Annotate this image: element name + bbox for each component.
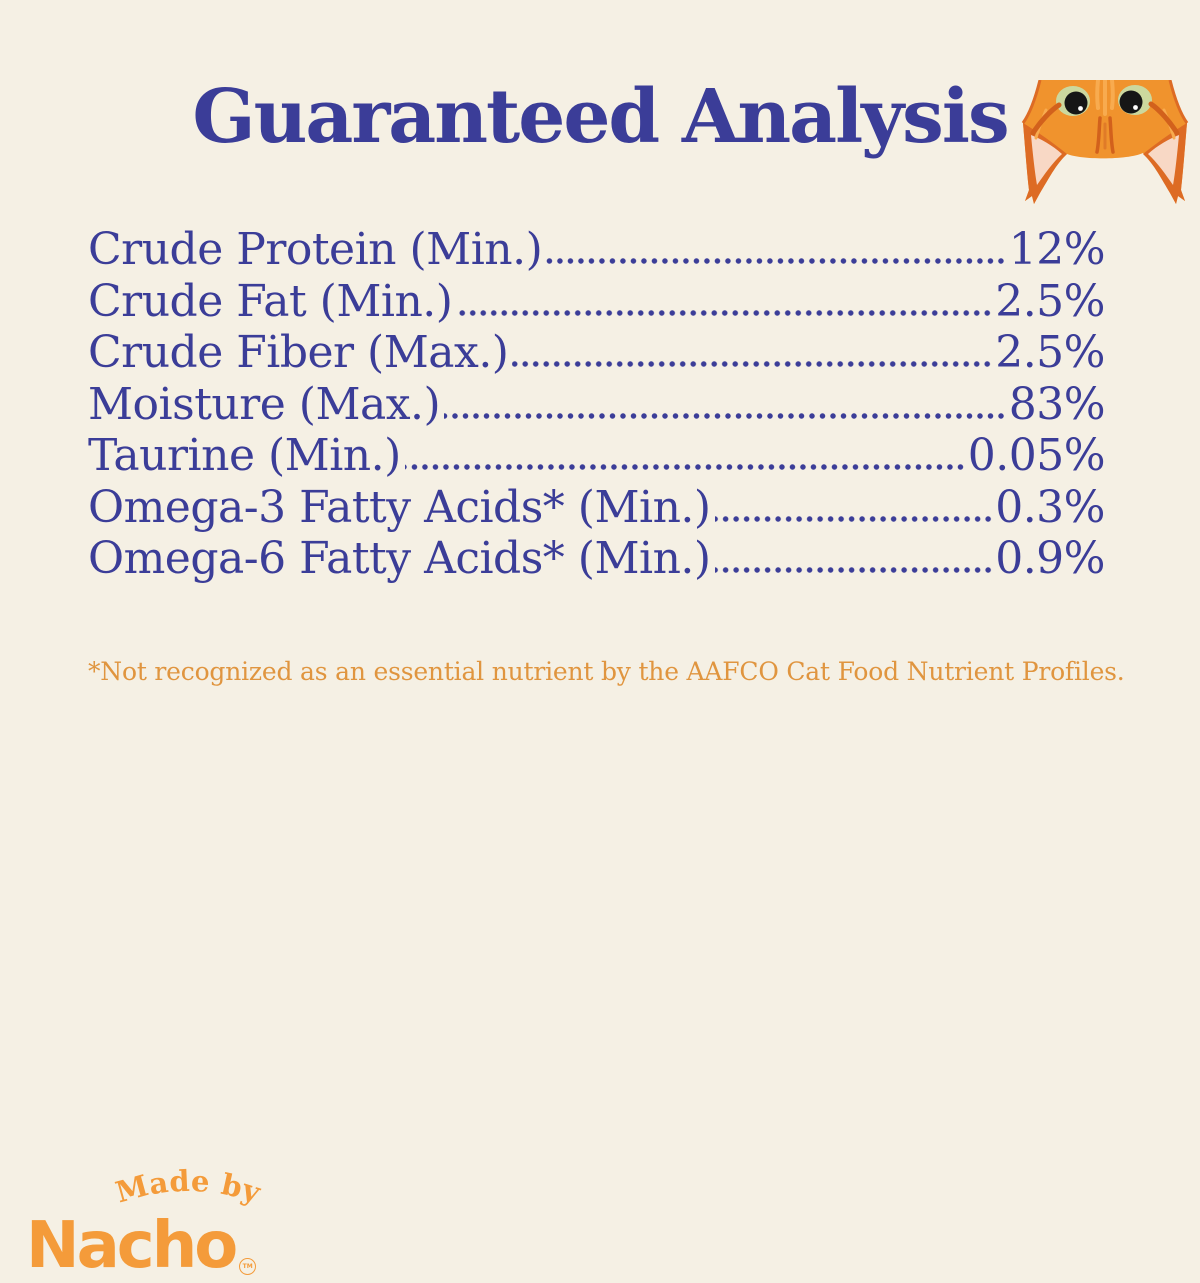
logo-tagline: Made by: [111, 1168, 265, 1210]
nutrient-label: Taurine (Min.): [88, 430, 401, 481]
svg-text:Made by: [112, 1168, 266, 1210]
nutrient-label: Crude Fiber (Max.): [88, 327, 509, 378]
cat-fur-streak: [1097, 80, 1098, 108]
brand-name: Nacho: [26, 1209, 236, 1283]
cat-face-icon: [1010, 80, 1200, 210]
page-title: Guaranteed Analysis: [192, 74, 1008, 160]
table-row: [88, 482, 1105, 534]
nutrient-value: 2.5%: [995, 275, 1105, 327]
table-row: [88, 327, 1105, 379]
cat-left-pupil: [1065, 92, 1088, 115]
table-row: [88, 430, 1105, 482]
table-row: [88, 379, 1105, 431]
cat-left-eye-glint: [1078, 106, 1083, 111]
nutrient-value: 2.5%: [995, 327, 1105, 378]
nutrient-value: 0.9%: [995, 533, 1105, 584]
dotted-leader: [715, 516, 994, 522]
dotted-leader: [405, 464, 966, 470]
dotted-leader: [444, 413, 1007, 419]
nutrient-label: Crude Fat (Min.): [88, 275, 453, 327]
nutrient-label: Omega-6 Fatty Acids* (Min.): [88, 533, 711, 584]
dotted-leader: [546, 258, 1006, 264]
table-row: [88, 276, 1105, 328]
table-row: [88, 224, 1105, 276]
table-row: [88, 533, 1105, 585]
cat-fur-streak: [1112, 80, 1113, 108]
made-by-nacho-logo: [26, 1168, 346, 1283]
nutrient-label: Crude Protein (Min.): [88, 224, 543, 275]
nutrient-value: 83%: [1008, 378, 1105, 430]
cat-right-eye-glint: [1133, 105, 1138, 110]
nutrient-value: 12%: [1008, 224, 1105, 275]
nutrient-value: 0.3%: [995, 481, 1105, 533]
dotted-leader: [456, 310, 993, 316]
aafco-footnote: *Not recognized as an essential nutrient by the AAFCO Cat Food Nutrient Profiles.: [88, 656, 1125, 686]
cat-right-pupil: [1120, 91, 1143, 114]
nutrient-label: Omega-3 Fatty Acids* (Min.): [88, 481, 711, 533]
nutrient-value: 0.05%: [967, 430, 1105, 481]
dotted-leader: [512, 361, 993, 367]
made-by-arc-text: [88, 1168, 288, 1218]
dotted-leader: [715, 567, 994, 573]
trademark-symbol: TM: [239, 1258, 256, 1275]
analysis-table: [88, 224, 1105, 585]
nutrient-label: Moisture (Max.): [88, 378, 441, 430]
